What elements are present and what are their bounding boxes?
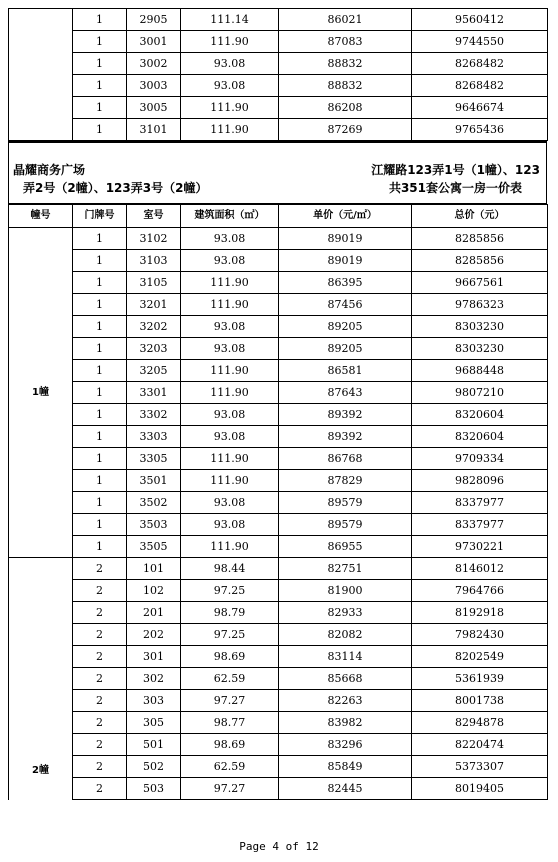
room-number-cell: 3005 (127, 97, 181, 119)
unit-price-cell: 85668 (279, 668, 412, 690)
room-number-cell: 3002 (127, 53, 181, 75)
area-cell: 111.90 (181, 294, 279, 316)
area-cell: 98.69 (181, 734, 279, 756)
door-number-cell: 1 (73, 119, 127, 141)
col-header-room: 室号 (127, 205, 181, 228)
table-row (9, 53, 548, 75)
unit-price-cell: 87269 (279, 119, 412, 141)
door-number-cell: 1 (73, 448, 127, 470)
total-price-cell: 8019405 (412, 778, 548, 800)
page-footer: Page 4 of 12 (239, 840, 319, 853)
room-number-cell: 301 (127, 646, 181, 668)
area-cell: 98.69 (181, 646, 279, 668)
door-number-cell: 2 (73, 668, 127, 690)
unit-price-cell: 89205 (279, 316, 412, 338)
title-right-line2: 共351套公寓一房一价表 (388, 181, 522, 195)
room-number-cell: 3205 (127, 360, 181, 382)
total-price-cell: 8146012 (412, 558, 548, 580)
unit-price-cell: 86955 (279, 536, 412, 558)
area-cell: 111.90 (181, 448, 279, 470)
unit-price-cell: 85849 (279, 756, 412, 778)
price-table (8, 204, 548, 800)
unit-price-cell: 86208 (279, 97, 412, 119)
door-number-cell: 2 (73, 558, 127, 580)
area-cell: 98.77 (181, 712, 279, 734)
table-row (9, 778, 548, 800)
total-price-cell: 8285856 (412, 250, 548, 272)
total-price-cell: 8303230 (412, 316, 548, 338)
room-number-cell: 503 (127, 778, 181, 800)
area-cell: 111.90 (181, 382, 279, 404)
door-number-cell: 1 (73, 228, 127, 250)
total-price-cell: 8202549 (412, 646, 548, 668)
area-cell: 93.08 (181, 75, 279, 97)
area-cell: 98.79 (181, 602, 279, 624)
unit-price-cell: 89205 (279, 338, 412, 360)
room-number-cell: 3201 (127, 294, 181, 316)
total-price-cell: 8320604 (412, 404, 548, 426)
door-number-cell: 1 (73, 360, 127, 382)
door-number-cell: 1 (73, 9, 127, 31)
unit-price-cell: 88832 (279, 53, 412, 75)
area-cell: 97.27 (181, 778, 279, 800)
table-row (9, 690, 548, 712)
door-number-cell: 1 (73, 316, 127, 338)
unit-price-cell: 82082 (279, 624, 412, 646)
col-header-unit-price: 单价（元/㎡） (279, 205, 412, 228)
area-cell: 111.90 (181, 97, 279, 119)
area-cell: 111.90 (181, 536, 279, 558)
door-number-cell: 1 (73, 250, 127, 272)
area-cell: 93.08 (181, 338, 279, 360)
total-price-cell: 9667561 (412, 272, 548, 294)
area-cell: 93.08 (181, 250, 279, 272)
room-number-cell: 3305 (127, 448, 181, 470)
total-price-cell: 9765436 (412, 119, 548, 141)
area-cell: 111.90 (181, 360, 279, 382)
table-row (9, 316, 548, 338)
title-left-line1: 晶耀商务广场 (13, 163, 86, 177)
table-row (9, 602, 548, 624)
table-row (9, 624, 548, 646)
room-number-cell: 303 (127, 690, 181, 712)
room-number-cell: 3105 (127, 272, 181, 294)
table-row (9, 404, 548, 426)
door-number-cell: 1 (73, 426, 127, 448)
door-number-cell: 1 (73, 31, 127, 53)
area-cell: 111.90 (181, 272, 279, 294)
unit-price-cell: 86768 (279, 448, 412, 470)
building-label: 1幢 (32, 386, 49, 398)
total-price-cell: 5373307 (412, 756, 548, 778)
room-number-cell: 3301 (127, 382, 181, 404)
door-number-cell: 2 (73, 580, 127, 602)
unit-price-cell: 89019 (279, 250, 412, 272)
total-price-cell: 7982430 (412, 624, 548, 646)
table-row (9, 756, 548, 778)
area-cell: 98.44 (181, 558, 279, 580)
area-cell: 97.27 (181, 690, 279, 712)
area-cell: 93.08 (181, 426, 279, 448)
total-price-cell: 9560412 (412, 9, 548, 31)
unit-price-cell: 89392 (279, 426, 412, 448)
total-price-cell: 8285856 (412, 228, 548, 250)
door-number-cell: 1 (73, 53, 127, 75)
total-price-cell: 8268482 (412, 53, 548, 75)
door-number-cell: 2 (73, 756, 127, 778)
total-price-cell: 8268482 (412, 75, 548, 97)
total-price-cell: 9709334 (412, 448, 548, 470)
table-row (9, 75, 548, 97)
door-number-cell: 1 (73, 272, 127, 294)
area-cell: 93.08 (181, 53, 279, 75)
total-price-cell: 9744550 (412, 31, 548, 53)
unit-price-cell: 88832 (279, 75, 412, 97)
door-number-cell: 2 (73, 778, 127, 800)
table-row (9, 492, 548, 514)
col-header-building: 幢号 (9, 205, 73, 228)
unit-price-cell: 82445 (279, 778, 412, 800)
area-cell: 97.25 (181, 580, 279, 602)
area-cell: 93.08 (181, 514, 279, 536)
table-row (9, 712, 548, 734)
area-cell: 111.90 (181, 470, 279, 492)
total-price-cell: 5361939 (412, 668, 548, 690)
unit-price-cell: 87643 (279, 382, 412, 404)
door-number-cell: 2 (73, 690, 127, 712)
table-row (9, 426, 548, 448)
door-number-cell: 2 (73, 602, 127, 624)
room-number-cell: 3505 (127, 536, 181, 558)
table-row (9, 514, 548, 536)
door-number-cell: 1 (73, 514, 127, 536)
door-number-cell: 2 (73, 646, 127, 668)
table-row (9, 580, 548, 602)
unit-price-cell: 89392 (279, 404, 412, 426)
door-number-cell: 2 (73, 712, 127, 734)
room-number-cell: 3202 (127, 316, 181, 338)
room-number-cell: 501 (127, 734, 181, 756)
room-number-cell: 201 (127, 602, 181, 624)
unit-price-cell: 86395 (279, 272, 412, 294)
table-row (9, 97, 548, 119)
building-cell-continued (9, 9, 73, 141)
table-row (9, 536, 548, 558)
title-right-line1: 江耀路123弄1号（1幢）、123 (371, 163, 540, 177)
unit-price-cell: 86021 (279, 9, 412, 31)
door-number-cell: 1 (73, 338, 127, 360)
room-number-cell: 3501 (127, 470, 181, 492)
table-row (9, 119, 548, 141)
room-number-cell: 3502 (127, 492, 181, 514)
room-number-cell: 502 (127, 756, 181, 778)
area-cell: 93.08 (181, 228, 279, 250)
unit-price-cell: 89019 (279, 228, 412, 250)
area-cell: 93.08 (181, 316, 279, 338)
top-table (8, 8, 548, 141)
unit-price-cell: 89579 (279, 514, 412, 536)
room-number-cell: 3503 (127, 514, 181, 536)
table-row (9, 294, 548, 316)
unit-price-cell: 82263 (279, 690, 412, 712)
table-row (9, 558, 548, 580)
price-list-document (8, 8, 547, 800)
col-header-door: 门牌号 (73, 205, 127, 228)
room-number-cell: 101 (127, 558, 181, 580)
total-price-cell: 8337977 (412, 492, 548, 514)
room-number-cell: 3303 (127, 426, 181, 448)
door-number-cell: 2 (73, 734, 127, 756)
area-cell: 111.90 (181, 119, 279, 141)
total-price-cell: 9807210 (412, 382, 548, 404)
total-price-cell: 9730221 (412, 536, 548, 558)
room-number-cell: 3003 (127, 75, 181, 97)
title-left-line2: 弄2号（2幢）、123弄3号（2幢） (23, 181, 208, 195)
total-price-cell: 8294878 (412, 712, 548, 734)
door-number-cell: 1 (73, 492, 127, 514)
building-label: 2幢 (32, 764, 49, 776)
table-row (9, 646, 548, 668)
building-cell-1 (9, 228, 73, 558)
room-number-cell: 3103 (127, 250, 181, 272)
room-number-cell: 302 (127, 668, 181, 690)
door-number-cell: 2 (73, 624, 127, 646)
unit-price-cell: 81900 (279, 580, 412, 602)
room-number-cell: 202 (127, 624, 181, 646)
door-number-cell: 1 (73, 97, 127, 119)
total-price-cell: 9688448 (412, 360, 548, 382)
room-number-cell: 3102 (127, 228, 181, 250)
total-price-cell: 8337977 (412, 514, 548, 536)
area-cell: 93.08 (181, 404, 279, 426)
table-row (9, 382, 548, 404)
table-row (9, 9, 548, 31)
total-price-cell: 8220474 (412, 734, 548, 756)
door-number-cell: 1 (73, 536, 127, 558)
table-row (9, 360, 548, 382)
table-row (9, 734, 548, 756)
unit-price-cell: 83982 (279, 712, 412, 734)
total-price-cell: 9828096 (412, 470, 548, 492)
room-number-cell: 3101 (127, 119, 181, 141)
area-cell: 62.59 (181, 756, 279, 778)
total-price-cell: 9646674 (412, 97, 548, 119)
total-price-cell: 8303230 (412, 338, 548, 360)
room-number-cell: 102 (127, 580, 181, 602)
unit-price-cell: 82933 (279, 602, 412, 624)
room-number-cell: 2905 (127, 9, 181, 31)
unit-price-cell: 86581 (279, 360, 412, 382)
table-row (9, 31, 548, 53)
area-cell: 97.25 (181, 624, 279, 646)
area-cell: 62.59 (181, 668, 279, 690)
unit-price-cell: 89579 (279, 492, 412, 514)
table-row (9, 470, 548, 492)
unit-price-cell: 87829 (279, 470, 412, 492)
table-row (9, 250, 548, 272)
area-cell: 111.14 (181, 9, 279, 31)
header-row (9, 205, 548, 228)
unit-price-cell: 83296 (279, 734, 412, 756)
table-row (9, 338, 548, 360)
area-cell: 111.90 (181, 31, 279, 53)
door-number-cell: 1 (73, 470, 127, 492)
door-number-cell: 1 (73, 382, 127, 404)
total-price-cell: 9786323 (412, 294, 548, 316)
door-number-cell: 1 (73, 404, 127, 426)
total-price-cell: 8192918 (412, 602, 548, 624)
building-cell-2 (9, 558, 73, 800)
room-number-cell: 305 (127, 712, 181, 734)
table-title (8, 141, 547, 204)
table-row (9, 228, 548, 250)
room-number-cell: 3203 (127, 338, 181, 360)
total-price-cell: 8320604 (412, 426, 548, 448)
door-number-cell: 1 (73, 294, 127, 316)
area-cell: 93.08 (181, 492, 279, 514)
total-price-cell: 8001738 (412, 690, 548, 712)
room-number-cell: 3302 (127, 404, 181, 426)
room-number-cell: 3001 (127, 31, 181, 53)
col-header-area: 建筑面积（㎡） (181, 205, 279, 228)
unit-price-cell: 83114 (279, 646, 412, 668)
table-row (9, 668, 548, 690)
total-price-cell: 7964766 (412, 580, 548, 602)
col-header-total-price: 总价（元） (412, 205, 548, 228)
door-number-cell: 1 (73, 75, 127, 97)
unit-price-cell: 87456 (279, 294, 412, 316)
table-row (9, 272, 548, 294)
unit-price-cell: 82751 (279, 558, 412, 580)
unit-price-cell: 87083 (279, 31, 412, 53)
table-row (9, 448, 548, 470)
